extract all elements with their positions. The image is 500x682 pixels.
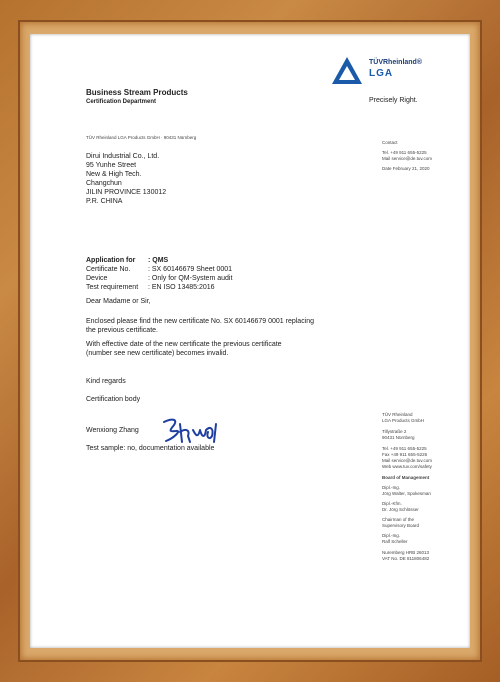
- tagline: Precisely Right.: [369, 97, 418, 104]
- paragraph-line: the previous certificate.: [86, 327, 158, 334]
- dept-title: Business Stream Products: [86, 88, 188, 97]
- contact-label: Contact: [382, 140, 398, 145]
- recipient-line: Changchun: [86, 180, 122, 187]
- sidebar-address: 90431 Nürnberg: [382, 435, 415, 440]
- application-label: Application for: [86, 257, 136, 264]
- sidebar-phone: Fax +49 911 655-5226: [382, 452, 428, 457]
- register-info: Nuremberg HRB 26013: [382, 550, 430, 555]
- test-sample-note: Test sample: no, documentation available: [86, 445, 215, 452]
- paragraph-line: (number see new certificate) becomes invalid.: [86, 350, 229, 357]
- company-sidebar: [382, 412, 432, 562]
- brand-lga: LGA: [369, 68, 394, 79]
- register-info: VAT No. DE 811806482: [382, 556, 430, 561]
- sidebar-company: TÜV Rheinland: [382, 412, 413, 417]
- board-member: Ralf Scheller: [382, 539, 408, 544]
- brand-name: TÜVRheinland®: [369, 59, 422, 66]
- paragraph-line: Enclosed please find the new certificate No. SX 60146679 0001 replacing: [86, 318, 315, 325]
- board-member: Supervisory Board: [382, 523, 420, 528]
- handwritten-signature: [160, 414, 222, 448]
- contact-block: [382, 140, 432, 172]
- paragraph-1: [86, 317, 314, 335]
- board-title: Board of Management: [382, 475, 430, 480]
- recipient-line: New & High Tech.: [86, 171, 142, 178]
- application-value: : SX 60146679 Sheet 0001: [148, 266, 233, 273]
- sender-line: TÜV Rheinland LGA Products GmbH · 90431 Nürnberg: [86, 135, 197, 140]
- tuv-triangle-logo: [330, 54, 364, 88]
- application-label: Test requirement: [86, 284, 139, 291]
- sidebar-company: LGA Products GmbH: [382, 418, 425, 423]
- paragraph-line: With effective date of the new certificate the previous certificate: [86, 341, 282, 348]
- dept-subtitle: Certification Department: [86, 99, 157, 105]
- recipient-address: [86, 152, 166, 206]
- application-label: Certificate No.: [86, 266, 131, 273]
- board-member: Dr. Jörg Schlösser: [382, 507, 419, 512]
- certification-body: Certification body: [86, 396, 141, 403]
- board-member: Jörg Walter, Spokesman: [382, 491, 431, 496]
- application-table: [86, 256, 232, 292]
- sidebar-phone: Tel. +49 911 655-5225: [382, 446, 427, 451]
- sidebar-phone: Web www.tuv.com/safety: [382, 464, 432, 469]
- recipient-line: JILIN PROVINCE 130012: [86, 189, 167, 196]
- certificate-letter: [30, 34, 470, 648]
- contact-mail: Mail service@de.tuv.com: [382, 156, 432, 161]
- sidebar-phone: Mail service@de.tuv.com: [382, 458, 432, 463]
- board-member: Dipl.-Kfm.: [382, 501, 402, 506]
- board-member: Dipl.-Ing.: [382, 533, 401, 538]
- contact-tel: Tel. +49 911 655-5225: [382, 150, 427, 155]
- recipient-line: P.R. CHINA: [86, 198, 123, 205]
- recipient-line: Dirui Industrial Co., Ltd.: [86, 153, 160, 160]
- letter-date: Date February 21, 2020: [382, 166, 430, 171]
- application-label: Device: [86, 275, 108, 282]
- board-member: Dipl.-Ing.: [382, 485, 401, 490]
- application-value: : Only for QM-System audit: [148, 275, 233, 282]
- salutation: Dear Madame or Sir,: [86, 298, 151, 305]
- signer-name: Wenxiong Zhang: [86, 427, 139, 434]
- closing-regards: Kind regards: [86, 378, 126, 385]
- application-value: : QMS: [148, 257, 169, 264]
- board-member: Chairman of the: [382, 517, 415, 522]
- recipient-line: 95 Yunhe Street: [86, 162, 137, 169]
- paragraph-2: [86, 340, 282, 358]
- application-value: : EN ISO 13485:2016: [148, 284, 215, 291]
- sidebar-address: Tillystraße 2: [382, 429, 407, 434]
